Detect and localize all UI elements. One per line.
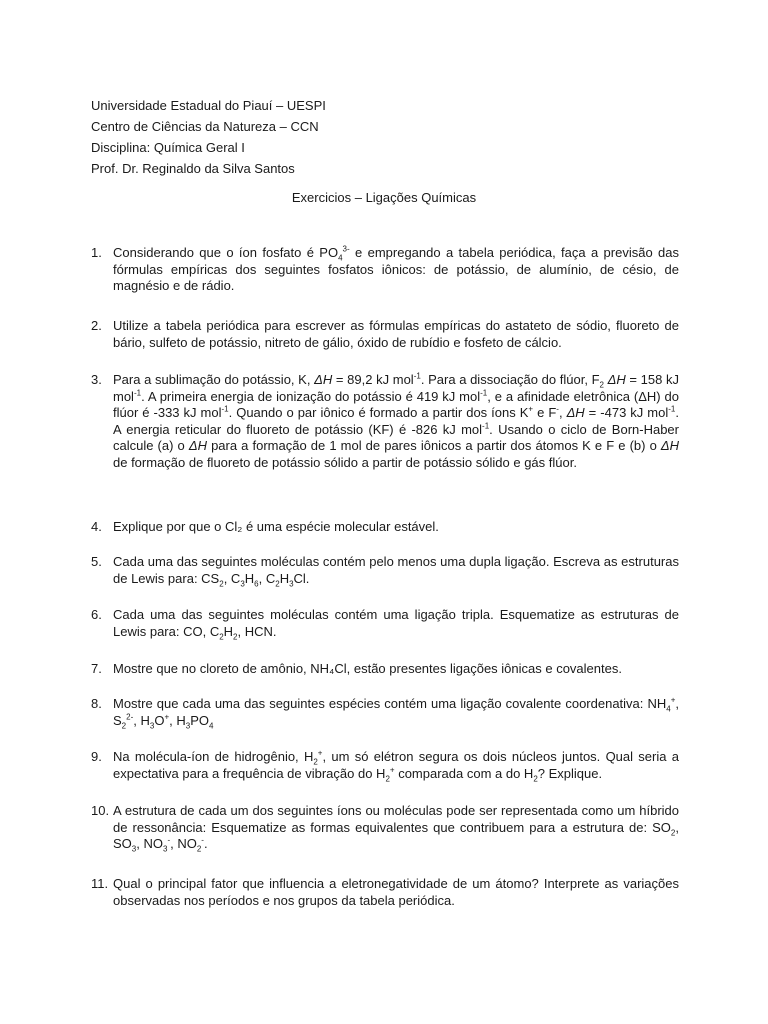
superscript: + — [389, 765, 395, 775]
subscript: 2 — [533, 774, 538, 784]
subscript: 2 — [233, 632, 238, 642]
superscript: + — [164, 712, 170, 722]
text-run: , S — [113, 696, 679, 728]
question-text — [113, 696, 679, 729]
question-text — [113, 318, 679, 351]
question-text — [113, 245, 679, 295]
document-title: Exercicios – Ligações Químicas — [291, 190, 477, 205]
text-run: , C — [258, 570, 276, 586]
subscript: 4 — [209, 721, 214, 731]
document-header — [91, 95, 691, 179]
subscript: 4 — [666, 704, 671, 714]
text-run: = 158 kJ mol — [113, 372, 680, 404]
text-run: Cada uma das seguintes moléculas contém uma ligação tripla. Esquematize as estruturas de Lewis para: CO, C — [113, 607, 679, 639]
question-item — [91, 318, 679, 351]
center-line: Centro de Ciências da Natureza – CCN — [91, 119, 319, 134]
italic-symbol: ΔH — [314, 372, 333, 387]
text-run: , SO — [113, 819, 679, 851]
superscript: -1 — [413, 371, 421, 381]
text-run: , H — [169, 712, 186, 728]
text-run: , C — [223, 570, 241, 586]
text-run: Na molécula-íon de hidrogênio, H — [113, 749, 314, 764]
text-run: Cada uma das seguintes moléculas contém pelo menos uma dupla ligação. Escreva as estruturas de Lewis para: CS — [113, 554, 679, 586]
text-run: e empregando a tabela periódica, faça a previsão das fórmulas empíricas dos seguintes fosfatos iônicos: de potássio, de alumínio, de césio, de magnésio e de rádio. — [113, 245, 679, 293]
text-run: , HCN. — [237, 623, 277, 639]
superscript: - — [556, 404, 559, 414]
question-item — [91, 519, 679, 536]
question-number: 11. — [91, 876, 109, 891]
text-run: , e a afinidade eletrônica (ΔH) do flúor é -333 kJ mol — [113, 388, 679, 420]
subscript: 3 — [131, 844, 137, 854]
text-run: para a formação de 1 mol de pares iônicos a partir dos átomos K e F e (b) o — [206, 438, 661, 453]
text-run: Utilize a tabela periódica para escrever as fórmulas empíricas do astateto de sódio, fluoreto de bário, sulfeto de potássio, nitreto de gálio, óxido de rubídio e fosfeto de cálcio. — [113, 318, 679, 350]
university-line: Universidade Estadual do Piauí – UESPI — [91, 98, 326, 113]
subscript: 2 — [275, 579, 280, 589]
text-run: de formação de fluoreto de potássio sólido a partir de potássio sólido e gás flúor. — [113, 454, 577, 470]
text-run: Mostre que cada uma das seguintes espécies contém uma ligação covalente coordenativa: NH — [113, 696, 667, 711]
superscript: + — [317, 748, 323, 758]
superscript: - — [201, 835, 204, 845]
text-run: Cl. — [293, 570, 310, 586]
superscript: - — [167, 835, 171, 845]
question-number: 10. — [91, 803, 110, 818]
text-run: . — [203, 836, 208, 851]
text-run: , NO — [136, 836, 163, 851]
superscript: -1 — [482, 421, 490, 431]
question-number: 2. — [91, 318, 102, 333]
text-run: . Quando o par iônico é formado a partir dos íons K — [228, 405, 529, 420]
text-run: , um só elétron segura os dois núcleos juntos. Qual seria a expectativa para a frequência de vibração do H — [113, 749, 679, 781]
text-run: , NO — [170, 836, 197, 851]
question-number: 6. — [91, 607, 102, 622]
question-item — [91, 245, 679, 295]
superscript: -1 — [480, 388, 488, 398]
professor-line: Prof. Dr. Reginaldo da Silva Santos — [91, 161, 295, 176]
question-number: 3. — [91, 372, 102, 387]
question-text — [113, 876, 679, 909]
text-run: O — [154, 712, 165, 728]
italic-symbol: ΔH — [607, 372, 626, 387]
question-text — [113, 749, 679, 782]
text-run: e F — [533, 405, 557, 420]
subscript: 2 — [219, 579, 224, 589]
subscript: 3 — [289, 579, 294, 589]
superscript: -1 — [133, 388, 142, 398]
superscript: 2- — [126, 712, 134, 722]
text-run: , — [558, 405, 567, 420]
text-run: . Para a dissociação do flúor, F — [420, 372, 600, 387]
subscript: 4 — [338, 253, 343, 263]
question-item — [91, 607, 679, 640]
text-run: H — [244, 570, 255, 586]
subscript: 3 — [149, 721, 155, 731]
question-number: 4. — [91, 519, 102, 534]
subscript: 2 — [121, 721, 127, 731]
subscript: 2 — [385, 774, 390, 784]
question-text — [113, 372, 679, 471]
question-text — [113, 554, 679, 587]
text-run: Explique por que o Cl₂ é uma espécie molecular estável. — [113, 519, 439, 534]
question-number: 8. — [91, 696, 102, 711]
question-item — [91, 803, 679, 853]
question-item — [91, 372, 679, 471]
text-run: H — [223, 623, 234, 639]
subscript: 3 — [185, 721, 191, 731]
discipline-line: Disciplina: Química Geral I — [91, 140, 245, 155]
subscript: 2 — [219, 632, 224, 642]
text-run: Qual o principal fator que influencia a eletronegatividade de um átomo? Interprete as variações observadas nos períodos e nos grupos da tabela periódica. — [113, 876, 679, 908]
text-run: Mostre que no cloreto de amônio, NH₄Cl, estão presentes ligações iônicas e covalentes. — [113, 661, 622, 676]
question-number: 5. — [91, 554, 102, 569]
question-text — [113, 661, 679, 678]
text-run: Considerando que o íon fosfato é PO — [113, 245, 339, 260]
question-item — [91, 876, 679, 909]
question-item — [91, 661, 679, 678]
text-run: Para a sublimação do potássio, K, — [113, 372, 315, 387]
italic-symbol: ΔH — [566, 405, 585, 420]
question-text — [113, 519, 679, 536]
italic-symbol: ΔH — [188, 438, 207, 453]
question-number: 9. — [91, 749, 102, 764]
superscript: + — [670, 695, 676, 705]
question-item — [91, 749, 679, 782]
text-run: = 89,2 kJ mol — [332, 372, 414, 387]
subscript: 6 — [254, 579, 259, 589]
subscript: 2 — [196, 844, 202, 854]
question-text — [113, 607, 679, 640]
subscript: 2 — [599, 380, 604, 390]
question-text — [113, 803, 679, 853]
text-run: = -473 kJ mol — [584, 405, 669, 420]
text-run: . A energia reticular do fluoreto de potássio (KF) é -826 kJ mol — [113, 405, 679, 437]
question-item — [91, 554, 679, 587]
superscript: 3- — [342, 244, 350, 254]
text-run: H — [279, 570, 290, 586]
subscript: 2 — [670, 828, 676, 838]
text-run: . A primeira energia de ionização do potássio é 419 kJ mol — [141, 388, 481, 404]
text-run: PO — [190, 712, 209, 728]
text-run: , H — [133, 712, 150, 728]
superscript: + — [528, 404, 534, 414]
text-run: . Usando o ciclo de Born-Haber calcule (a) o — [113, 421, 679, 453]
text-run: ? Explique. — [537, 765, 603, 781]
superscript: -1 — [221, 404, 229, 414]
subscript: 2 — [313, 757, 318, 767]
text-run: A estrutura de cada um dos seguintes íons ou moléculas pode ser representada como um híbrido de ressonância: Esquematize as formas equivalentes que contribuem para a estrutura de: SO — [113, 803, 679, 835]
question-item — [91, 696, 679, 729]
question-number: 1. — [91, 245, 102, 260]
subscript: 3 — [240, 579, 245, 589]
subscript: 3 — [162, 844, 168, 854]
question-number: 7. — [91, 661, 102, 676]
italic-symbol: ΔH — [660, 438, 680, 453]
superscript: -1 — [668, 404, 676, 414]
text-run: comparada com a do H — [394, 765, 534, 781]
